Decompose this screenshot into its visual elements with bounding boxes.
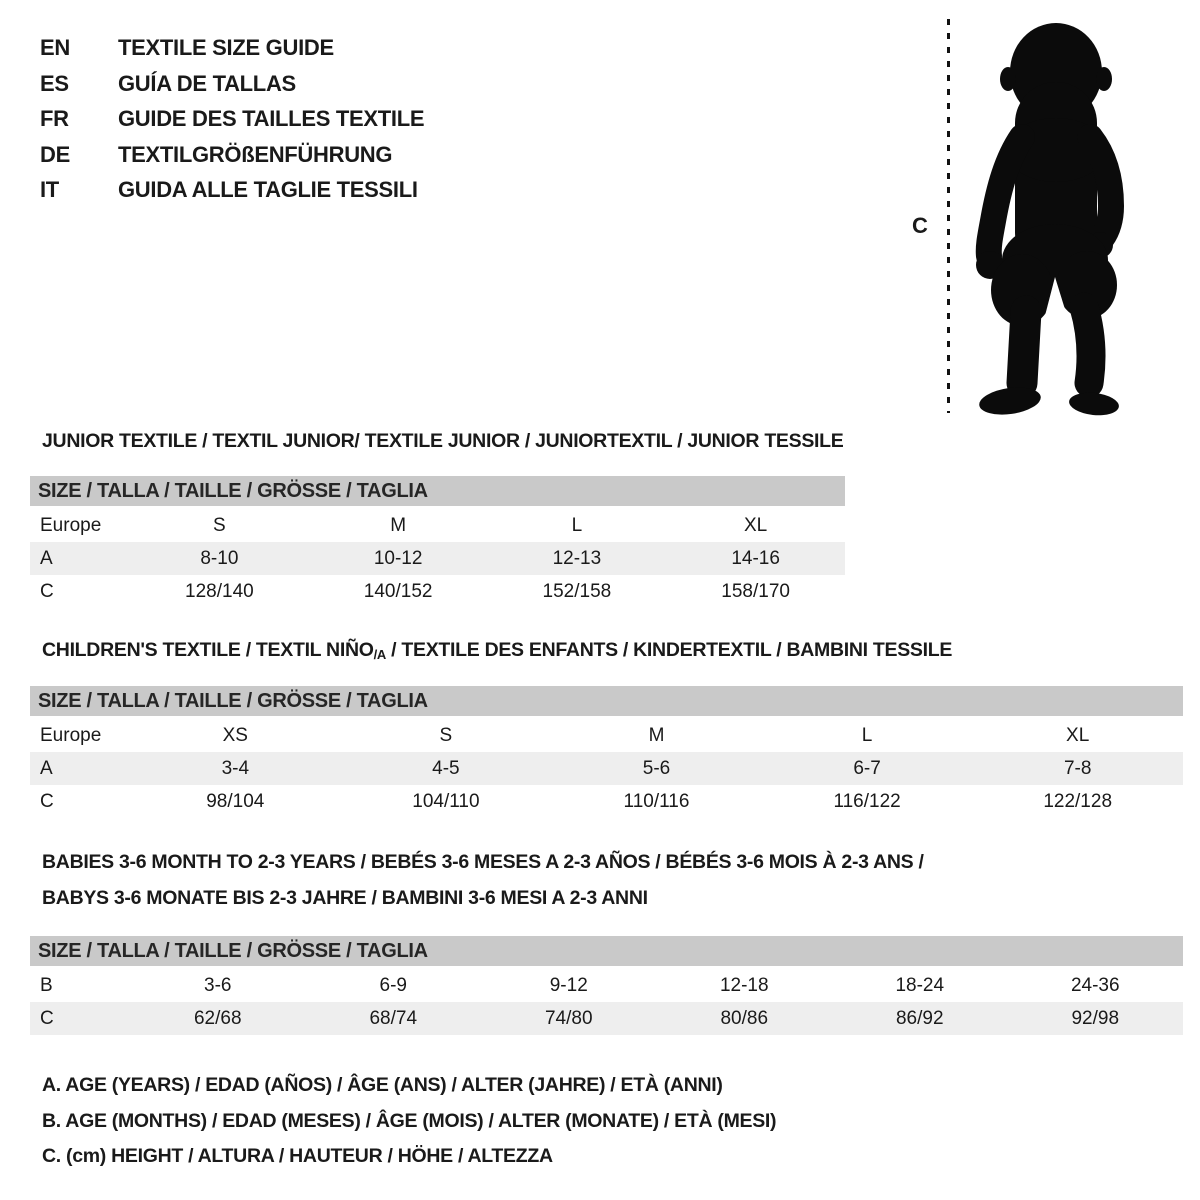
table-cell: XL (1066, 725, 1090, 746)
babies-title-line1: BABIES 3-6 MONTH TO 2-3 YEARS / BEBÉS 3-6 MESES A 2-3 AÑOS / BÉBÉS 3-6 MOIS À 2-3 ANS / (42, 851, 924, 873)
legend-age-months: B. AGE (MONTHS) / EDAD (MESES) / ÂGE (MOIS) / ALTER (MONATE) / ETÀ (MESI) (42, 1109, 777, 1132)
language-code: IT (40, 177, 59, 202)
table-cell: 116/122 (833, 791, 901, 812)
row-label: A (40, 758, 53, 779)
table-cell: 5-6 (642, 758, 671, 779)
table-cell: 7-8 (1063, 758, 1092, 779)
table-row-height (30, 785, 1183, 818)
table-cell: 14-16 (731, 548, 780, 569)
size-tables (30, 430, 1183, 1035)
language-code: ES (40, 70, 69, 96)
children-size-table (30, 686, 1183, 818)
row-label: B (40, 975, 53, 996)
table-cell: 62/68 (193, 1008, 242, 1029)
table-cell: M (648, 725, 665, 746)
table-cell: 128/140 (185, 581, 254, 602)
table-row-age (30, 542, 845, 575)
table-cell: 68/74 (369, 1008, 418, 1029)
table-cell: L (861, 725, 873, 746)
table-cell: 104/110 (412, 791, 480, 812)
legend-height: C. (cm) HEIGHT / ALTURA / HAUTEUR / HÖHE / ALTEZZA (42, 1145, 553, 1167)
table-cell: 18-24 (895, 975, 945, 996)
table-cell: 9-12 (549, 975, 588, 996)
table-cell: 4-5 (432, 758, 460, 779)
table-cell: S (439, 725, 453, 746)
row-label: Europe (40, 515, 102, 536)
table-row-age (30, 752, 1183, 785)
title-part: / TEXTILE DES ENFANTS / KINDERTEXTIL / BAMBINI TESSILE (386, 639, 953, 661)
junior-size-table (30, 476, 845, 608)
language-code: DE (40, 141, 70, 167)
measure-legend (42, 1068, 776, 1175)
table-row-europe (30, 509, 845, 542)
table-cell: 98/104 (206, 791, 265, 812)
size-table-header: SIZE / TALLA / TAILLE / GRÖSSE / TAGLIA (30, 476, 845, 506)
height-figure (898, 15, 1160, 421)
section-children (30, 639, 1183, 818)
size-table-header: SIZE / TALLA / TAILLE / GRÖSSE / TAGLIA (30, 686, 1183, 716)
section-title-children (30, 639, 1183, 663)
language-title: GUIDA ALLE TAGLIE TESSILI (118, 177, 418, 202)
row-label: C (40, 581, 54, 602)
title-subscript: /A (373, 647, 387, 662)
table-row-height (30, 575, 845, 608)
section-title-junior: JUNIOR TEXTILE / TEXTIL JUNIOR/ TEXTILE JUNIOR / JUNIORTEXTIL / JUNIOR TESSILE (42, 430, 844, 452)
table-cell: 74/80 (544, 1008, 593, 1029)
section-title-babies (30, 844, 1183, 916)
table-cell: 12-13 (552, 548, 602, 569)
language-title: GUÍA DE TALLAS (118, 70, 296, 96)
height-measure-label: C (912, 213, 928, 238)
table-cell: 140/152 (363, 581, 433, 602)
table-cell: 12-18 (719, 975, 769, 996)
table-cell: 92/98 (1071, 1008, 1120, 1029)
table-cell: 6-9 (379, 975, 407, 996)
language-title: GUIDE DES TAILLES TEXTILE (118, 106, 425, 131)
height-measure-line (947, 19, 950, 413)
table-cell: 10-12 (373, 548, 423, 569)
table-cell: 3-6 (204, 975, 232, 996)
language-title: TEXTILGRÖßENFÜHRUNG (118, 141, 393, 167)
table-cell: XL (744, 515, 768, 536)
table-cell: 8-10 (200, 548, 239, 569)
table-cell: XS (222, 725, 248, 746)
table-cell: 80/86 (720, 1008, 769, 1029)
size-table-header: SIZE / TALLA / TAILLE / GRÖSSE / TAGLIA (30, 936, 1183, 966)
table-cell: 158/170 (721, 581, 790, 602)
toddler-silhouette-icon (962, 15, 1152, 421)
row-label: C (40, 1008, 54, 1029)
table-cell: 110/116 (623, 791, 690, 812)
table-cell: 6-7 (853, 758, 881, 779)
table-row-height (30, 1002, 1183, 1035)
table-cell: M (390, 515, 407, 536)
table-cell: 152/158 (542, 581, 612, 602)
language-code: FR (40, 106, 69, 131)
babies-size-table (30, 936, 1183, 1035)
babies-title-line2: BABYS 3-6 MONATE BIS 2-3 JAHRE / BAMBINI 3-6 MESI A 2-3 ANNI (42, 887, 648, 909)
table-cell: L (571, 515, 583, 536)
row-label: C (40, 791, 54, 812)
table-cell: 3-4 (221, 758, 250, 779)
title-part: CHILDREN'S TEXTILE / TEXTIL NIÑO (42, 639, 374, 661)
section-junior (30, 430, 1183, 608)
table-row-months (30, 969, 1183, 1002)
section-babies (30, 844, 1183, 1035)
language-code: EN (40, 35, 70, 60)
table-row-europe (30, 719, 1183, 752)
legend-age-years: A. AGE (YEARS) / EDAD (AÑOS) / ÂGE (ANS) / ALTER (JAHRE) / ETÀ (ANNI) (42, 1074, 723, 1096)
table-cell: 24-36 (1070, 975, 1120, 996)
language-title: TEXTILE SIZE GUIDE (118, 35, 334, 60)
row-label: A (40, 548, 53, 569)
table-cell: 122/128 (1043, 791, 1113, 812)
table-cell: 86/92 (895, 1008, 944, 1029)
table-cell: S (213, 515, 226, 536)
row-label: Europe (40, 725, 102, 746)
